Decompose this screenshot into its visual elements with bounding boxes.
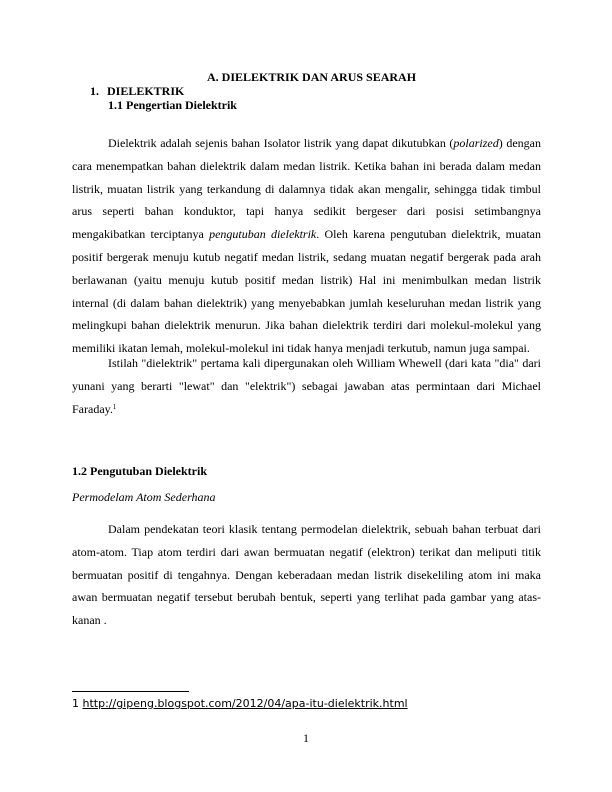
term-pengutuban: pengutuban dielektrik — [209, 227, 317, 242]
footnote-number: 1 — [72, 697, 79, 710]
chapter-title: DIELEKTRIK — [107, 84, 185, 98]
term-polarized: polarized — [453, 136, 499, 150]
subsection-heading-1-1: 1.1 Pengertian Dielektrik — [108, 98, 237, 112]
paragraph-definition: Dielektrik adalah sejenis bahan Isolator listrik yang dapat dikutubkan (polarized) dengan cara menempatkan bahan dielektrik dalam medan listrik. Ketika bahan ini berada dalam medan listrik, muatan listrik yang terkandung di dalamnya tidak akan mengalir, sehingga tidak timbul arus seperti bahan konduktor, tapi hanya sedikit bergeser dari posisi setimbangnya mengakibatkan terciptanya pengutuban dielektrik. Oleh karena pengutuban dielektrik, muatan positif bergerak menuju kutub negatif medan listrik, sedang muatan negatif bergerak pada arah berlawanan (yaitu menuju kutub positif medan listrik) Hal ini menimbulkan medan listrik internal (di dalam bahan dielektrik) yang menyebabkan jumlah keseluruhan medan listrik yang melingkupi bahan dielektrik menurun. Jika bahan dielektrik terdiri dari molekul-molekul yang memiliki ikatan lemah, molekul-molekul ini tidak hanya menjadi terkutub, namun juga sampai. — [72, 136, 541, 356]
subsection-heading-1-2: 1.2 Pengutuban Dielektrik — [72, 464, 208, 478]
paragraph-atom-model: Dalam pendekatan teori klasik tentang permodelan dielektrik, sebuah bahan terbuat dari atom-atom. Tiap atom terdiri dari awan bermuatan negatif (elektron) terikat dan meliputi titik bermuatan positif di tengahnya. Dengan keberadaan medan listrik disekeliling atom ini maka awan bermuatan negatif tersebut berubah bentuk, seperti yang terlihat pada gambar yang atas-kanan . — [72, 522, 541, 628]
footnote-reference[interactable]: 1 — [112, 402, 117, 411]
footnote — [72, 697, 408, 710]
chapter-number: 1. — [90, 84, 99, 98]
footnote-link[interactable]: http://gipeng.blogspot.com/2012/04/apa-itu-dielektrik.html — [82, 697, 408, 710]
section-title: A. DIELEKTRIK DAN ARUS SEARAH — [207, 70, 417, 84]
italic-subheading: Permodelam Atom Sederhana — [72, 490, 216, 504]
chapter-heading — [90, 84, 184, 99]
footnote-divider — [72, 691, 189, 692]
paragraph-history: Istilah "dielektrik" pertama kali dipergunakan oleh William Whewell (dari kata "dia" dari yunani yang berarti "lewat" dan "elektrik") sebagai jawaban atas permintaan dari Michael Faraday.$^1$ — [72, 356, 541, 416]
page-number: 1 — [303, 731, 309, 745]
